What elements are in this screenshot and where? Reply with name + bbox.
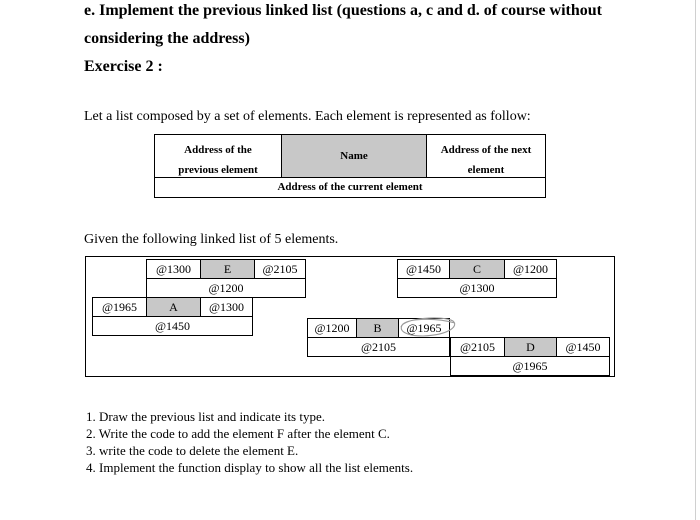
current-address-cell bbox=[154, 177, 546, 198]
node-c-prev: @1450 bbox=[397, 259, 450, 279]
node-c-address: @1300 bbox=[397, 278, 557, 298]
node-d-prev: @2105 bbox=[450, 337, 505, 357]
next-address-label-line1: Address of the next bbox=[440, 144, 532, 156]
node-e-prev: @1300 bbox=[146, 259, 201, 279]
next-address-cell bbox=[426, 134, 546, 178]
question-3: 3. write the code to delete the element E. bbox=[86, 443, 299, 458]
element-structure-table bbox=[154, 134, 546, 198]
node-e-next: @2105 bbox=[254, 259, 306, 279]
node-b-prev: @1200 bbox=[307, 318, 357, 338]
node-d-name: D bbox=[504, 337, 557, 357]
node-d bbox=[450, 337, 610, 375]
node-d-next: @1450 bbox=[556, 337, 610, 357]
node-a-name: A bbox=[146, 297, 201, 317]
node-c bbox=[397, 259, 557, 297]
node-b-address: @2105 bbox=[307, 337, 450, 357]
heading-question-e-line1: e. Implement the previous linked list (questions a, c and d. of course without bbox=[84, 2, 602, 19]
name-cell bbox=[281, 134, 427, 178]
node-e-name: E bbox=[200, 259, 255, 279]
previous-address-label-line1: Address of the bbox=[184, 144, 252, 156]
node-d-address: @1965 bbox=[450, 356, 610, 376]
node-a-prev: @1965 bbox=[92, 297, 147, 317]
question-4: 4. Implement the function display to show all the list elements. bbox=[86, 460, 414, 475]
node-b-next: @1965 bbox=[398, 318, 450, 338]
current-address-label: Address of the current element bbox=[277, 181, 423, 193]
question-2: 2. Write the code to add the element F after the element C. bbox=[86, 426, 390, 441]
heading-question-e-line2: considering the address) bbox=[84, 30, 250, 47]
question-1: 1. Draw the previous list and indicate its type. bbox=[86, 409, 326, 424]
handwritten-circle-mark bbox=[393, 311, 461, 341]
name-label: Name bbox=[340, 150, 368, 162]
page-edge bbox=[695, 0, 696, 520]
previous-address-cell bbox=[154, 134, 282, 178]
node-a-address: @1450 bbox=[92, 316, 253, 336]
heading-exercise-2: Exercise 2 : bbox=[84, 58, 163, 75]
given-paragraph: Given the following linked list of 5 elements. bbox=[84, 232, 339, 247]
node-e-address: @1200 bbox=[146, 278, 306, 298]
linked-list-diagram bbox=[85, 256, 615, 377]
node-a-next: @1300 bbox=[200, 297, 253, 317]
intro-paragraph: Let a list composed by a set of elements. Each element is represented as follow: bbox=[84, 109, 531, 124]
node-b-name: B bbox=[356, 318, 399, 338]
node-c-name: C bbox=[449, 259, 505, 279]
previous-address-label-line2: previous element bbox=[178, 164, 258, 176]
node-e bbox=[146, 259, 306, 297]
node-a bbox=[92, 297, 253, 335]
next-address-label-line2: element bbox=[467, 164, 505, 176]
node-c-next: @1200 bbox=[504, 259, 557, 279]
